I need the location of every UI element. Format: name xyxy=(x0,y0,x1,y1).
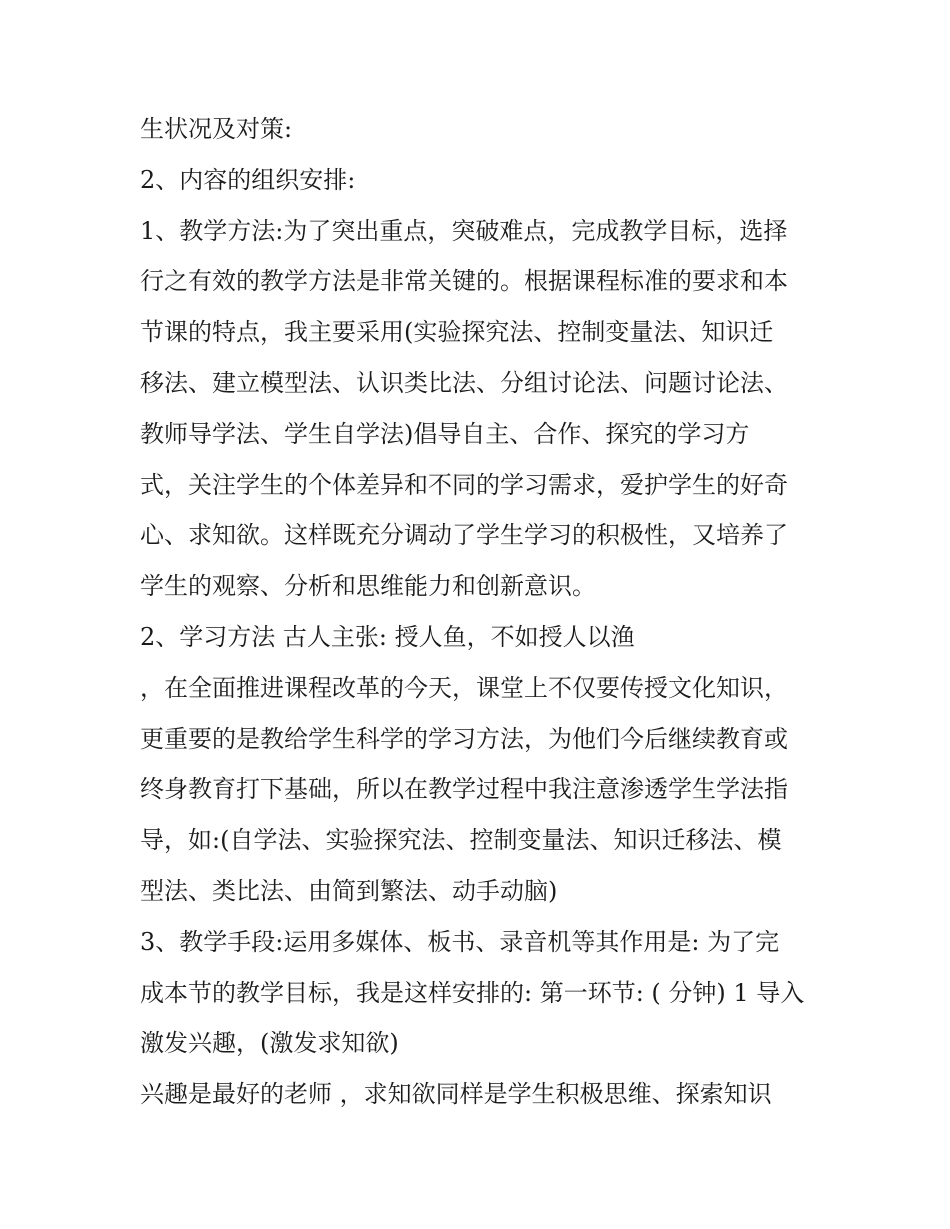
text-line: 节课的特点，我主要采用(实验探究法、控制变量法、知识迁 xyxy=(140,318,774,347)
text-line: 行之有效的教学方法是非常关键的。根据课程标准的要求和本 xyxy=(140,267,788,296)
body-text xyxy=(140,104,830,1120)
text-line: 心、求知欲。这样既充分调动了学生学习的积极性，又培养了 xyxy=(140,521,788,550)
text-line: 型法、类比法、由简到繁法、动手动脑) xyxy=(140,876,558,905)
text-line: 兴趣是最好的老师 ，求知欲同样是学生积极思维、探索知识 xyxy=(140,1080,772,1109)
text-line: 生状况及对策: xyxy=(140,115,293,143)
text-line: 成本节的教学目标，我是这样安排的: 第一环节: ( 分钟) 1 导入 xyxy=(140,978,805,1007)
text-line: 3、教学手段:运用多媒体、板书、录音机等其作用是: 为了完 xyxy=(140,927,780,956)
text-line: 导，如:(自学法、实验探究法、控制变量法、知识迁移法、模 xyxy=(140,826,782,855)
text-line: 移法、建立模型法、认识类比法、分组讨论法、问题讨论法、 xyxy=(140,368,788,397)
text-line: 教师导学法、学生自学法)倡导自主、合作、探究的学习方 xyxy=(140,419,750,448)
text-line: 1、教学方法:为了突出重点，突破难点，完成教学目标，选择 xyxy=(140,216,788,245)
text-line: 2、学习方法 古人主张: 授人鱼，不如授人以渔 xyxy=(140,622,635,651)
text-line: 更重要的是教给学生科学的学习方法，为他们今后继续教育或 xyxy=(140,724,788,753)
text-line: 激发兴趣，(激发求知欲) xyxy=(140,1029,399,1058)
text-line: 式，关注学生的个体差异和不同的学习需求，爱护学生的好奇 xyxy=(140,470,788,499)
text-line: 终身教育打下基础，所以在教学过程中我注意渗透学生学法指 xyxy=(140,775,788,804)
text-line: ，在全面推进课程改革的今天，课堂上不仅要传授文化知识， xyxy=(140,673,788,702)
text-line: 学生的观察、分析和思维能力和创新意识。 xyxy=(140,572,596,601)
text-line: 2、内容的组织安排: xyxy=(140,165,356,194)
